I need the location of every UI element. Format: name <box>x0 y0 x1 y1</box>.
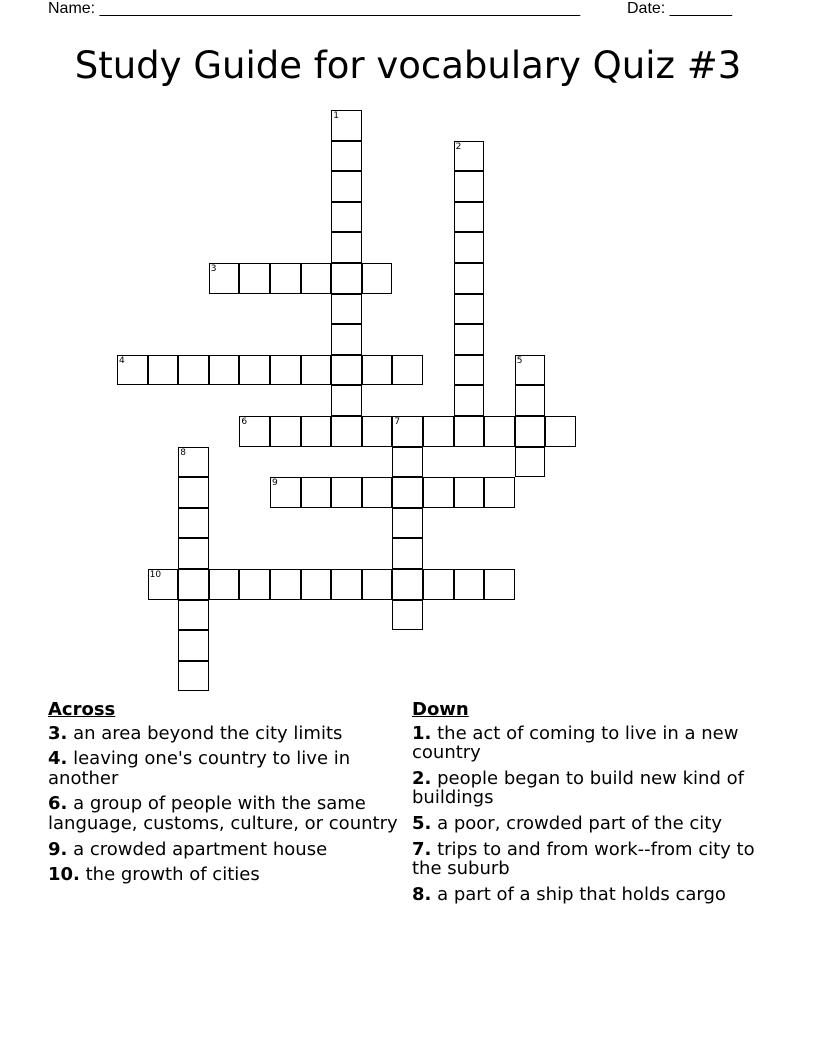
clue-number: 10 <box>149 570 162 580</box>
clue-item <box>48 865 400 885</box>
crossword-cell[interactable] <box>178 355 209 386</box>
crossword-cell[interactable] <box>331 232 362 263</box>
crossword-cell[interactable] <box>331 202 362 233</box>
crossword-cell[interactable] <box>331 324 362 355</box>
crossword-cell[interactable] <box>484 569 515 600</box>
crossword-cell[interactable] <box>209 569 240 600</box>
crossword-cell[interactable] <box>484 416 515 447</box>
crossword-cell[interactable] <box>454 416 485 447</box>
clue-item-number: 9. <box>48 838 68 860</box>
across-clues <box>48 700 400 891</box>
clue-item <box>412 840 757 879</box>
crossword-cell[interactable] <box>239 569 270 600</box>
crossword-cell[interactable] <box>392 416 423 447</box>
crossword-cell[interactable] <box>117 355 148 386</box>
crossword-cell[interactable] <box>270 355 301 386</box>
crossword-cell[interactable] <box>301 263 332 294</box>
crossword-cell[interactable] <box>270 477 301 508</box>
down-clues <box>412 700 757 910</box>
crossword-cell[interactable] <box>270 263 301 294</box>
crossword-cell[interactable] <box>178 569 209 600</box>
crossword-cell[interactable] <box>148 569 179 600</box>
across-clue-list <box>48 724 400 885</box>
crossword-cell[interactable] <box>454 569 485 600</box>
crossword-cell[interactable] <box>178 508 209 539</box>
crossword-cell[interactable] <box>148 355 179 386</box>
clue-item <box>48 724 400 744</box>
clue-item <box>48 794 400 833</box>
clue-number: 7 <box>394 417 401 427</box>
clue-item-number: 3. <box>48 722 68 744</box>
crossword-cell[interactable] <box>178 600 209 631</box>
crossword-cell[interactable] <box>515 447 546 478</box>
crossword-cell[interactable] <box>392 355 423 386</box>
clue-number: 8 <box>180 447 186 458</box>
clue-item-number: 10. <box>48 864 80 886</box>
crossword-cell[interactable] <box>392 447 423 478</box>
crossword-cell[interactable] <box>331 477 362 508</box>
crossword-cell[interactable] <box>209 263 240 294</box>
clue-item-text: a poor, crowded part of the city <box>431 812 723 834</box>
clue-item-text: a part of a ship that holds cargo <box>431 883 726 905</box>
crossword-cell[interactable] <box>392 508 423 539</box>
clue-item-number: 5. <box>412 812 432 834</box>
clue-item <box>412 769 757 808</box>
crossword-cell[interactable] <box>178 538 209 569</box>
clue-item-number: 1. <box>412 722 432 744</box>
crossword-cell[interactable] <box>331 416 362 447</box>
crossword-cell[interactable] <box>331 141 362 172</box>
crossword-cell[interactable] <box>454 355 485 386</box>
crossword-cell[interactable] <box>423 416 454 447</box>
down-heading: Down <box>412 699 469 720</box>
crossword-cell[interactable] <box>392 600 423 631</box>
crossword-cell[interactable] <box>331 385 362 416</box>
crossword-cell[interactable] <box>239 263 270 294</box>
crossword-cell[interactable] <box>178 630 209 661</box>
clue-item <box>48 840 400 860</box>
crossword-cell[interactable] <box>392 569 423 600</box>
crossword-cell[interactable] <box>454 232 485 263</box>
clue-item-text: the act of coming to live in a new country <box>412 722 739 764</box>
clue-item-number: 8. <box>412 883 432 905</box>
crossword-cell[interactable] <box>362 569 393 600</box>
crossword-cell[interactable] <box>454 141 485 172</box>
crossword-cell[interactable] <box>362 263 393 294</box>
down-clue-list <box>412 724 757 905</box>
crossword-cell[interactable] <box>515 416 546 447</box>
crossword-cell[interactable] <box>454 263 485 294</box>
name-field[interactable]: Name: ______________________________________________________ <box>48 0 581 17</box>
crossword-cell[interactable] <box>331 569 362 600</box>
clue-number: 2 <box>455 141 462 152</box>
crossword-cell[interactable] <box>270 416 301 447</box>
clue-number: 6 <box>241 417 248 427</box>
crossword-cell[interactable] <box>454 477 485 508</box>
date-field[interactable]: Date: _______ <box>627 0 732 17</box>
crossword-cell[interactable] <box>484 477 515 508</box>
across-heading: Across <box>48 699 116 720</box>
crossword-cell[interactable] <box>239 355 270 386</box>
crossword-cell[interactable] <box>362 416 393 447</box>
crossword-cell[interactable] <box>454 385 485 416</box>
clue-item <box>412 724 757 763</box>
crossword-cell[interactable] <box>454 324 485 355</box>
clue-item-text: leaving one's country to live in another <box>48 748 351 789</box>
crossword-cell[interactable] <box>454 294 485 325</box>
crossword-cell[interactable] <box>362 477 393 508</box>
crossword-cell[interactable] <box>178 477 209 508</box>
clue-item-number: 7. <box>412 838 432 860</box>
clue-item-text: a group of people with the same language, customs, culture, or country <box>48 793 398 834</box>
clue-item <box>48 749 400 788</box>
crossword-cell[interactable] <box>178 447 209 478</box>
clue-item-text: trips to and from work--from city to the suburb <box>412 838 755 880</box>
clue-number: 5 <box>516 355 523 366</box>
crossword-cell[interactable] <box>545 416 576 447</box>
crossword-cell[interactable] <box>239 416 270 447</box>
page-title: Study Guide for vocabulary Quiz #3 <box>74 44 742 87</box>
crossword-cell[interactable] <box>362 355 393 386</box>
clue-item-text: people began to build new kind of buildings <box>412 767 744 809</box>
clue-item-number: 4. <box>48 748 68 770</box>
crossword-cell[interactable] <box>392 477 423 508</box>
clue-item <box>412 885 757 905</box>
crossword-cell[interactable] <box>454 171 485 202</box>
crossword-cell[interactable] <box>301 416 332 447</box>
crossword-cell[interactable] <box>178 661 209 692</box>
crossword-cell[interactable] <box>301 569 332 600</box>
crossword-cell[interactable] <box>270 569 301 600</box>
crossword-cell[interactable] <box>423 477 454 508</box>
crossword-cell[interactable] <box>301 477 332 508</box>
clue-item-number: 6. <box>48 793 68 815</box>
clue-item-number: 2. <box>412 767 432 789</box>
crossword-cell[interactable] <box>515 355 546 386</box>
clue-number: 9 <box>272 478 278 489</box>
crossword-cell[interactable] <box>515 385 546 416</box>
crossword-cell[interactable] <box>331 263 362 294</box>
crossword-cell[interactable] <box>331 110 362 141</box>
crossword-cell[interactable] <box>301 355 332 386</box>
crossword-cell[interactable] <box>331 294 362 325</box>
crossword-cell[interactable] <box>331 355 362 386</box>
crossword-cell[interactable] <box>454 202 485 233</box>
clue-item-text: the growth of cities <box>79 864 260 886</box>
clue-number: 1 <box>333 111 339 121</box>
clue-item-text: an area beyond the city limits <box>67 722 343 744</box>
crossword-cell[interactable] <box>209 355 240 386</box>
clue-item-text: a crowded apartment house <box>67 838 328 860</box>
crossword-cell[interactable] <box>331 171 362 202</box>
clue-number: 3 <box>210 264 217 274</box>
crossword-cell[interactable] <box>423 569 454 600</box>
clue-item <box>412 814 757 834</box>
clue-number: 4 <box>119 355 125 366</box>
crossword-cell[interactable] <box>392 538 423 569</box>
